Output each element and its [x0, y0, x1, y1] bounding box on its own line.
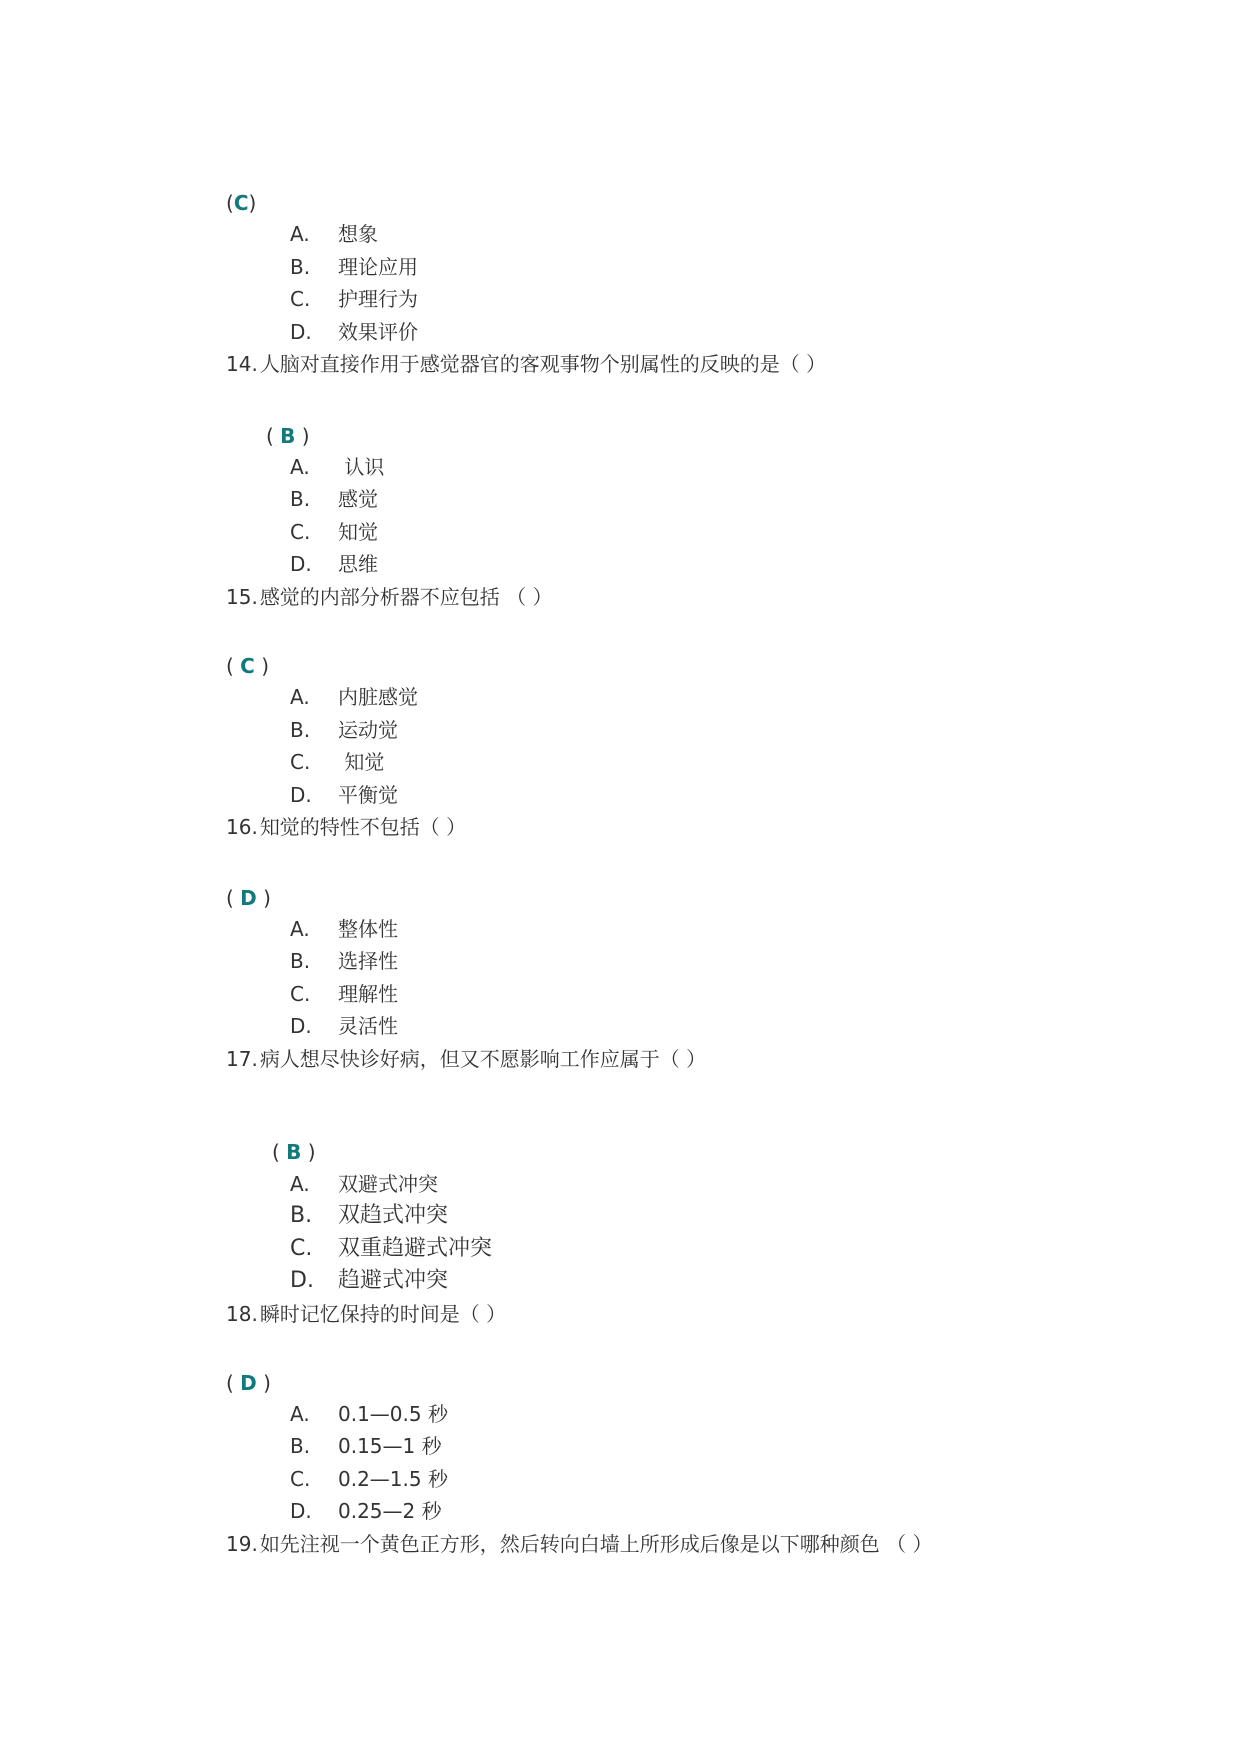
answer-paren-open: (	[226, 191, 234, 215]
option-b	[290, 949, 398, 973]
option-label: D.	[290, 552, 312, 576]
option-d	[290, 552, 378, 576]
option-c	[290, 287, 418, 311]
option-d	[290, 1014, 398, 1038]
option-label: D.	[290, 320, 312, 344]
answer-marker	[226, 886, 271, 910]
option-d	[290, 1499, 442, 1523]
option-text: 理解性	[338, 982, 398, 1006]
answer-paren-close: )	[301, 1140, 316, 1164]
question-number: 14.	[226, 352, 258, 376]
option-text: 0.25—2 秒	[338, 1499, 442, 1523]
option-label: B.	[290, 949, 311, 973]
option-label: C.	[290, 287, 311, 311]
question-text: 知觉的特性不包括（ ）	[259, 815, 467, 839]
option-label: A.	[290, 685, 310, 709]
question-17	[226, 1047, 706, 1071]
answer-marker	[226, 654, 269, 678]
option-text: 内脏感觉	[338, 685, 418, 709]
answer-paren-close: )	[295, 424, 310, 448]
option-text: 趋避式冲突	[338, 1268, 449, 1293]
question-text: 病人想尽快诊好病，但又不愿影响工作应属于（ ）	[259, 1047, 707, 1071]
option-label: A.	[290, 1172, 310, 1196]
option-c	[290, 1237, 492, 1261]
answer-paren-open: (	[266, 424, 281, 448]
option-text: 选择性	[338, 949, 398, 973]
option-label: C.	[290, 1467, 311, 1491]
option-label: A.	[290, 917, 310, 941]
option-text: 灵活性	[338, 1014, 398, 1038]
option-label: B.	[290, 718, 311, 742]
option-b	[290, 1434, 442, 1458]
question-14	[226, 352, 826, 376]
question-text: 如先注视一个黄色正方形，然后转向白墙上所形成后像是以下哪种颜色 （ ）	[259, 1532, 933, 1556]
option-d	[290, 1269, 448, 1293]
answer-paren-close: )	[256, 886, 271, 910]
option-a	[290, 917, 398, 941]
option-a	[290, 222, 378, 246]
option-text: 0.1—0.5 秒	[338, 1402, 448, 1426]
option-label: C.	[290, 750, 311, 774]
option-text: 双避式冲突	[338, 1172, 438, 1196]
option-text: 认识	[338, 455, 385, 479]
option-a	[290, 455, 384, 479]
option-label: B.	[290, 255, 311, 279]
answer-letter: B	[286, 1140, 302, 1164]
option-label: A.	[290, 222, 310, 246]
option-text: 思维	[338, 552, 378, 576]
option-text: 整体性	[338, 917, 398, 941]
answer-marker	[226, 191, 256, 215]
option-b	[290, 1204, 448, 1228]
answer-letter: D	[240, 1371, 257, 1395]
question-text: 人脑对直接作用于感觉器官的客观事物个别属性的反映的是（ ）	[259, 352, 827, 376]
answer-paren-close: )	[254, 654, 270, 678]
option-text: 护理行为	[338, 287, 418, 311]
answer-letter: C	[240, 654, 255, 678]
option-label: C.	[290, 982, 311, 1006]
question-text: 瞬时记忆保持的时间是（ ）	[259, 1302, 507, 1326]
option-c	[290, 982, 398, 1006]
option-d	[290, 320, 418, 344]
answer-letter: B	[280, 424, 296, 448]
option-a	[290, 1402, 448, 1426]
option-c	[290, 750, 384, 774]
option-label: D.	[290, 783, 312, 807]
answer-marker	[272, 1140, 316, 1164]
option-label: D.	[290, 1014, 312, 1038]
question-number: 16.	[226, 815, 258, 839]
option-text: 想象	[338, 222, 378, 246]
answer-paren-open: (	[226, 886, 241, 910]
option-label: B.	[290, 487, 311, 511]
option-text: 知觉	[338, 520, 378, 544]
option-text: 感觉	[338, 487, 378, 511]
option-text: 运动觉	[338, 718, 398, 742]
question-15	[226, 585, 553, 609]
question-16	[226, 815, 466, 839]
option-label: C.	[290, 520, 311, 544]
option-text: 0.2—1.5 秒	[338, 1467, 448, 1491]
option-b	[290, 718, 398, 742]
option-label: B.	[290, 1434, 311, 1458]
question-number: 15.	[226, 585, 258, 609]
question-18	[226, 1302, 506, 1326]
answer-letter: C	[233, 191, 249, 215]
option-text: 理论应用	[338, 255, 418, 279]
option-label: D.	[290, 1268, 314, 1293]
option-label: A.	[290, 1402, 310, 1426]
question-text: 感觉的内部分析器不应包括 （ ）	[259, 585, 553, 609]
answer-paren-open: (	[226, 1371, 241, 1395]
option-label: A.	[290, 455, 310, 479]
option-d	[290, 783, 398, 807]
question-number: 19.	[226, 1532, 258, 1556]
question-number: 18.	[226, 1302, 258, 1326]
answer-letter: D	[240, 886, 257, 910]
answer-paren-open: (	[272, 1140, 287, 1164]
option-label: D.	[290, 1499, 312, 1523]
answer-marker	[226, 1371, 271, 1395]
option-text: 效果评价	[338, 320, 418, 344]
option-label: B.	[290, 1203, 313, 1228]
option-text: 双重趋避式冲突	[338, 1236, 493, 1261]
answer-marker	[266, 424, 310, 448]
option-b	[290, 255, 418, 279]
option-text: 平衡觉	[338, 783, 398, 807]
option-c	[290, 1467, 448, 1491]
option-a	[290, 1172, 438, 1196]
question-19	[226, 1532, 933, 1556]
option-label: C.	[290, 1236, 313, 1261]
option-a	[290, 685, 418, 709]
option-text: 知觉	[338, 750, 385, 774]
answer-paren-close: )	[248, 191, 257, 215]
answer-paren-close: )	[256, 1371, 271, 1395]
option-text: 双趋式冲突	[338, 1203, 449, 1228]
option-c	[290, 520, 378, 544]
option-b	[290, 487, 378, 511]
question-number: 17.	[226, 1047, 258, 1071]
answer-paren-open: (	[226, 654, 241, 678]
option-text: 0.15—1 秒	[338, 1434, 442, 1458]
